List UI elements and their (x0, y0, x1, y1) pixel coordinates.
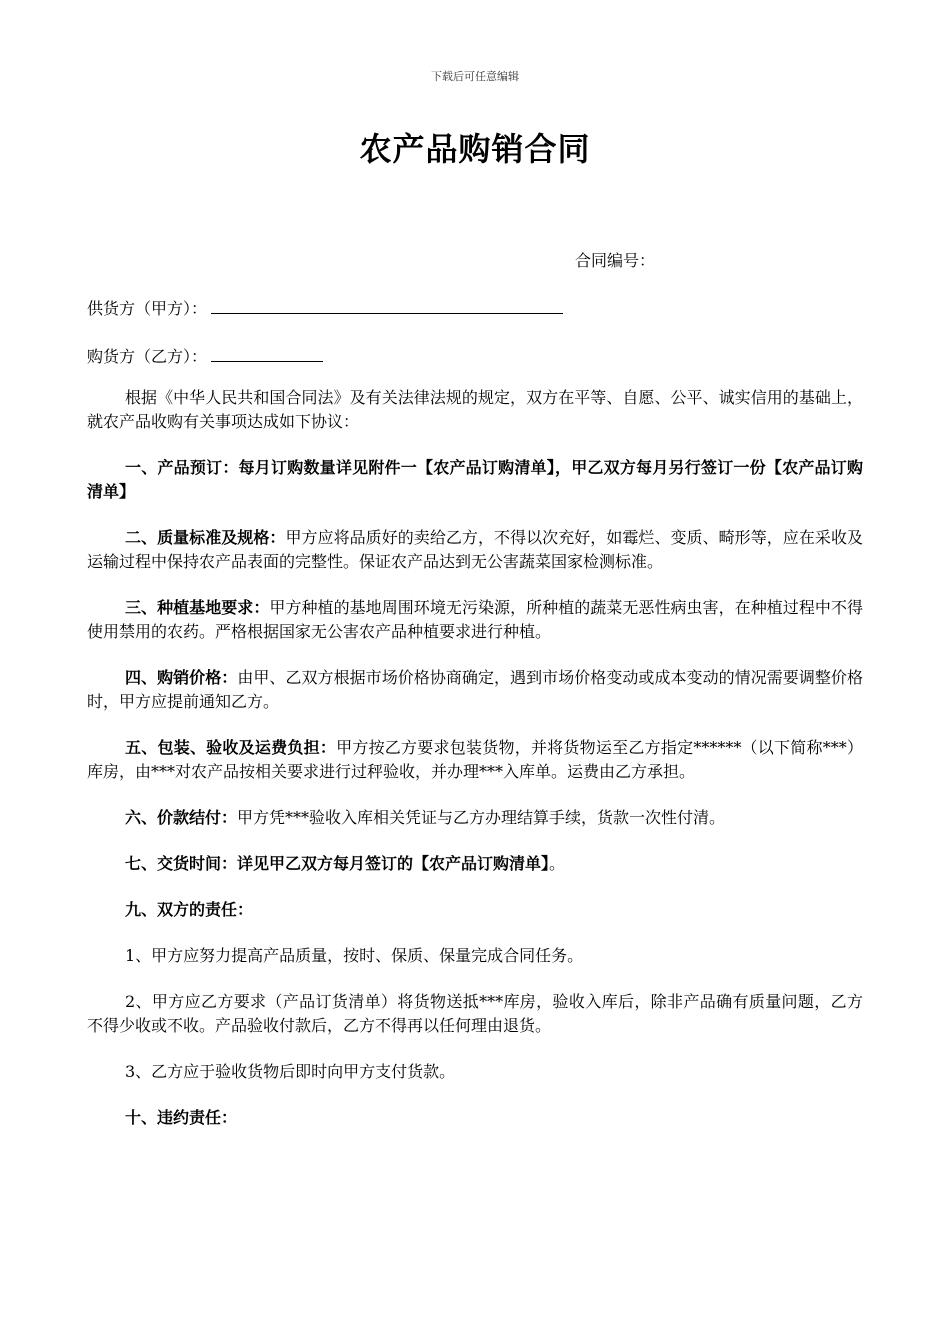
clause-4 (87, 666, 863, 714)
clause-heading: 三、种植基地要求： (125, 598, 270, 617)
clause-heading: 七、交货时间：详见甲乙双方每月签订的【农产品订购清单】 (125, 854, 550, 873)
clause-text: 。 (549, 854, 566, 873)
clause-text: 由甲、乙双方根据市场价格协商确定，遇到市场价格变动或成本变动的情况需要调整价格时，甲方应提前通知乙方。 (87, 668, 863, 711)
supplier-line (87, 296, 563, 319)
clause-text: 甲方按乙方要求包装货物，并将货物运至乙方指定******（以下简称***）库房，由***对农产品按相关要求进行过秤验收，并办理***入库单。运费由乙方承担。 (87, 738, 863, 781)
buyer-blank-field[interactable] (211, 345, 323, 362)
clause-heading: 五、包装、验收及运费负担： (125, 738, 337, 757)
contract-body (87, 386, 863, 1152)
clause-2 (87, 526, 863, 574)
supplier-label: 供货方（甲方）： (87, 299, 208, 318)
clause-5 (87, 736, 863, 784)
clause-heading: 二、质量标准及规格： (125, 528, 286, 547)
clause-heading: 六、价款结付： (125, 808, 238, 827)
clause-text: 甲方种植的基地周围环境无污染源，所种植的蔬菜无恶性病虫害，在种植过程中不得使用禁用的农药。严格根据国家无公害农产品种植要求进行种植。 (87, 598, 863, 641)
intro-paragraph: 根据《中华人民共和国合同法》及有关法律法规的规定，双方在平等、自愿、公平、诚实信用的基础上，就农产品收购有关事项达成如下协议： (87, 388, 863, 431)
clause-heading: 一、产品预订：每月订购数量详见附件一【农产品订购清单】，甲乙双方每月另行签订一份【农产品订购清单】 (87, 458, 863, 501)
clause-9 (87, 898, 863, 922)
clause-6 (87, 806, 863, 830)
header-note: 下载后可任意编辑 (431, 70, 519, 83)
duty-item-2: 2、甲方应乙方要求（产品订货清单）将货物送抵***库房，验收入库后，除非产品确有质量问题，乙方不得少收或不收。产品验收付款后，乙方不得再以任何理由退货。 (87, 992, 863, 1035)
duty-item-3: 3、乙方应于验收货物后即时向甲方支付货款。 (125, 1062, 456, 1081)
clause-3 (87, 596, 863, 644)
clause-1 (87, 456, 863, 504)
clause-heading: 九、双方的责任： (125, 900, 254, 919)
page-title: 农产品购销合同 (359, 130, 591, 168)
buyer-label: 购货方（乙方）： (87, 347, 208, 366)
duty-item-1: 1、甲方应努力提高产品质量，按时、保质、保量完成合同任务。 (125, 946, 584, 965)
supplier-blank-field[interactable] (211, 297, 563, 314)
clause-heading: 四、购销价格： (125, 668, 238, 687)
clause-text: 甲方应将品质好的卖给乙方，不得以次充好，如霉烂、变质、畸形等，应在采收及运输过程中保持农产品表面的完整性。保证农产品达到无公害蔬菜国家检测标准。 (87, 528, 863, 571)
clause-heading: 十、违约责任： (125, 1108, 238, 1127)
clause-7 (87, 852, 863, 876)
clause-text: 甲方凭***验收入库相关凭证与乙方办理结算手续，货款一次性付清。 (237, 808, 726, 827)
buyer-line (87, 344, 323, 367)
contract-number-label: 合同编号： (575, 251, 656, 270)
clause-10 (87, 1106, 863, 1130)
